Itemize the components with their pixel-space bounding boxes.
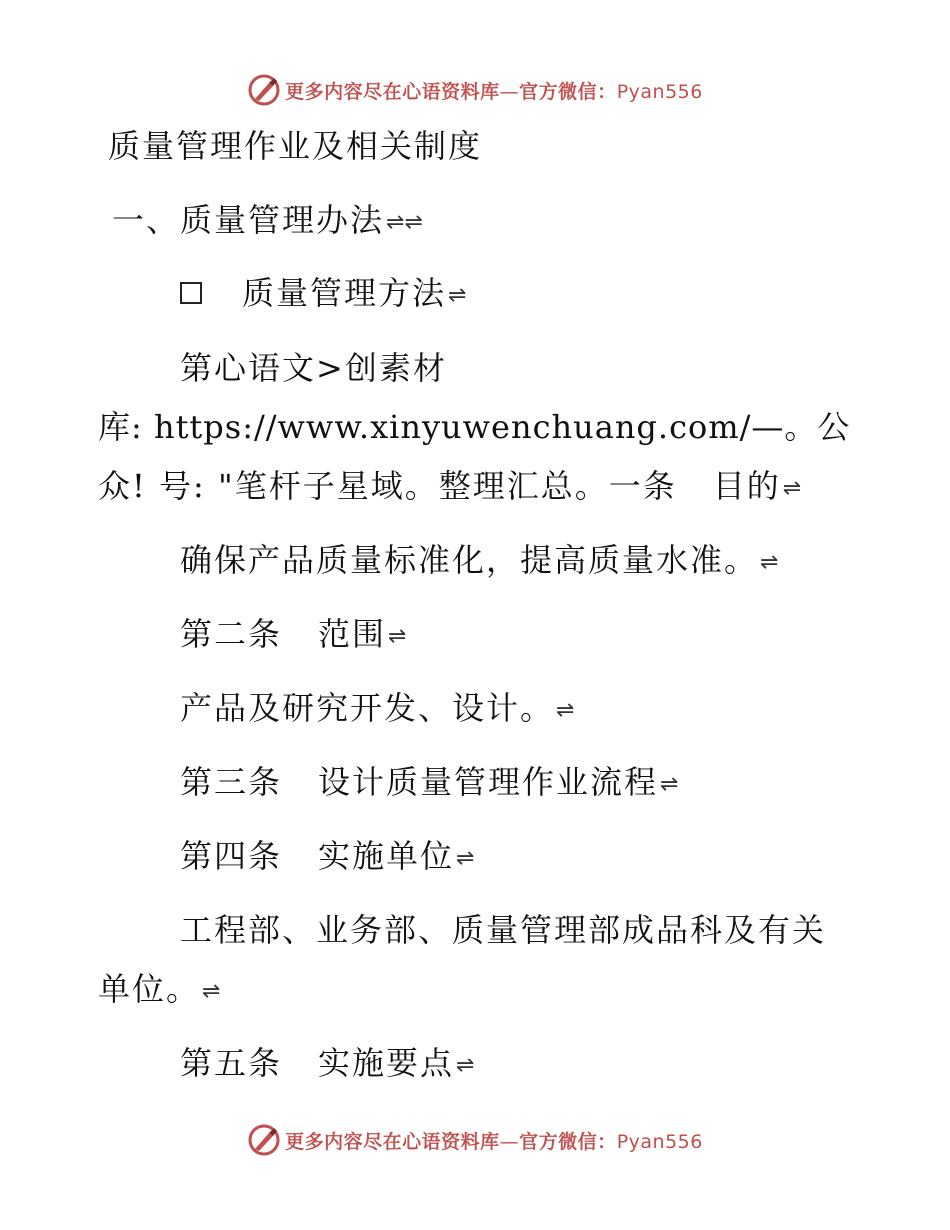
paragraph-mark-icon: ⇌ xyxy=(456,845,475,871)
article-1-content xyxy=(180,540,778,583)
subsection-heading xyxy=(180,273,466,316)
paragraph-mark-icon: ⇌ xyxy=(202,978,221,1004)
watermark-banner-bottom xyxy=(0,1120,950,1160)
article-1-content-text: 确保产品质量标准化，提高质量水准。 xyxy=(180,541,759,579)
watermark-main: 更多内容尽在心语资料库 xyxy=(285,1130,500,1153)
paragraph-line-2-text: 库: https://www.xinyuwenchuang.com/—。公 xyxy=(98,408,851,446)
document-title-text: 质量管理作业及相关制度 xyxy=(108,127,483,165)
article-5-label: 第五条 xyxy=(180,1044,283,1082)
article-4-content-line-2 xyxy=(98,969,220,1012)
paragraph-mark-icon: ⇌ xyxy=(660,771,679,797)
paragraph-line-1 xyxy=(180,348,447,388)
article-4-heading xyxy=(180,836,474,879)
article-5-heading xyxy=(180,1043,474,1086)
article-4-label: 第四条 xyxy=(180,837,283,875)
watermark-separator: — xyxy=(499,80,520,103)
section-heading xyxy=(112,200,423,243)
article-3-label: 第三条 xyxy=(180,763,283,801)
pen-logo-icon xyxy=(247,1123,281,1157)
article-1-title: 目的 xyxy=(712,467,781,505)
paragraph-mark-icon: ⇌ xyxy=(556,697,575,723)
paragraph-mark-icon: ⇌ xyxy=(448,282,467,308)
watermark-text xyxy=(285,1127,703,1154)
subsection-heading-text: 质量管理方法 xyxy=(242,274,447,312)
article-2-title: 范围 xyxy=(318,615,387,653)
pen-logo-icon xyxy=(247,73,281,107)
watermark-id: Pyan556 xyxy=(616,80,703,103)
paragraph-line-1-text: 第心语文>创素材 xyxy=(180,349,447,387)
article-2-heading xyxy=(180,614,406,657)
watermark-text xyxy=(285,77,703,104)
paragraph-mark-icon: ⇌ xyxy=(760,549,779,575)
article-2-content-text: 产品及研究开发、设计。 xyxy=(180,689,555,727)
watermark-id: Pyan556 xyxy=(616,1130,703,1153)
article-3-heading xyxy=(180,762,678,805)
watermark-banner-top xyxy=(0,70,950,110)
paragraph-mark-icon: ⇌ xyxy=(782,475,802,501)
paragraph-line-3 xyxy=(98,466,801,509)
section-heading-text: 一、质量管理办法 xyxy=(112,201,385,239)
paragraph-mark-icon: ⇌ xyxy=(388,623,407,649)
checkbox-icon xyxy=(180,282,202,304)
article-4-content-line-1 xyxy=(180,910,826,950)
article-4-content-line-1-text: 工程部、业务部、质量管理部成品科及有关 xyxy=(180,911,827,949)
article-2-label: 第二条 xyxy=(180,615,283,653)
paragraph-mark-icon: ⇌⇌ xyxy=(386,209,423,235)
document-title xyxy=(108,126,482,166)
article-3-title: 设计质量管理作业流程 xyxy=(318,763,659,801)
paragraph-mark-icon: ⇌ xyxy=(456,1052,475,1078)
article-4-content-line-2-text: 单位。 xyxy=(98,970,201,1008)
watermark-suffix: 官方微信： xyxy=(519,80,617,103)
watermark-separator: — xyxy=(499,1130,520,1153)
article-5-title: 实施要点 xyxy=(318,1044,455,1082)
paragraph-line-2 xyxy=(98,407,850,447)
watermark-suffix: 官方微信： xyxy=(519,1130,617,1153)
watermark-main: 更多内容尽在心语资料库 xyxy=(285,80,500,103)
paragraph-line-3-text: 众! 号: "笔杆子星域。整理汇总。一条 xyxy=(98,467,677,505)
article-2-content xyxy=(180,688,574,731)
article-4-title: 实施单位 xyxy=(318,837,455,875)
